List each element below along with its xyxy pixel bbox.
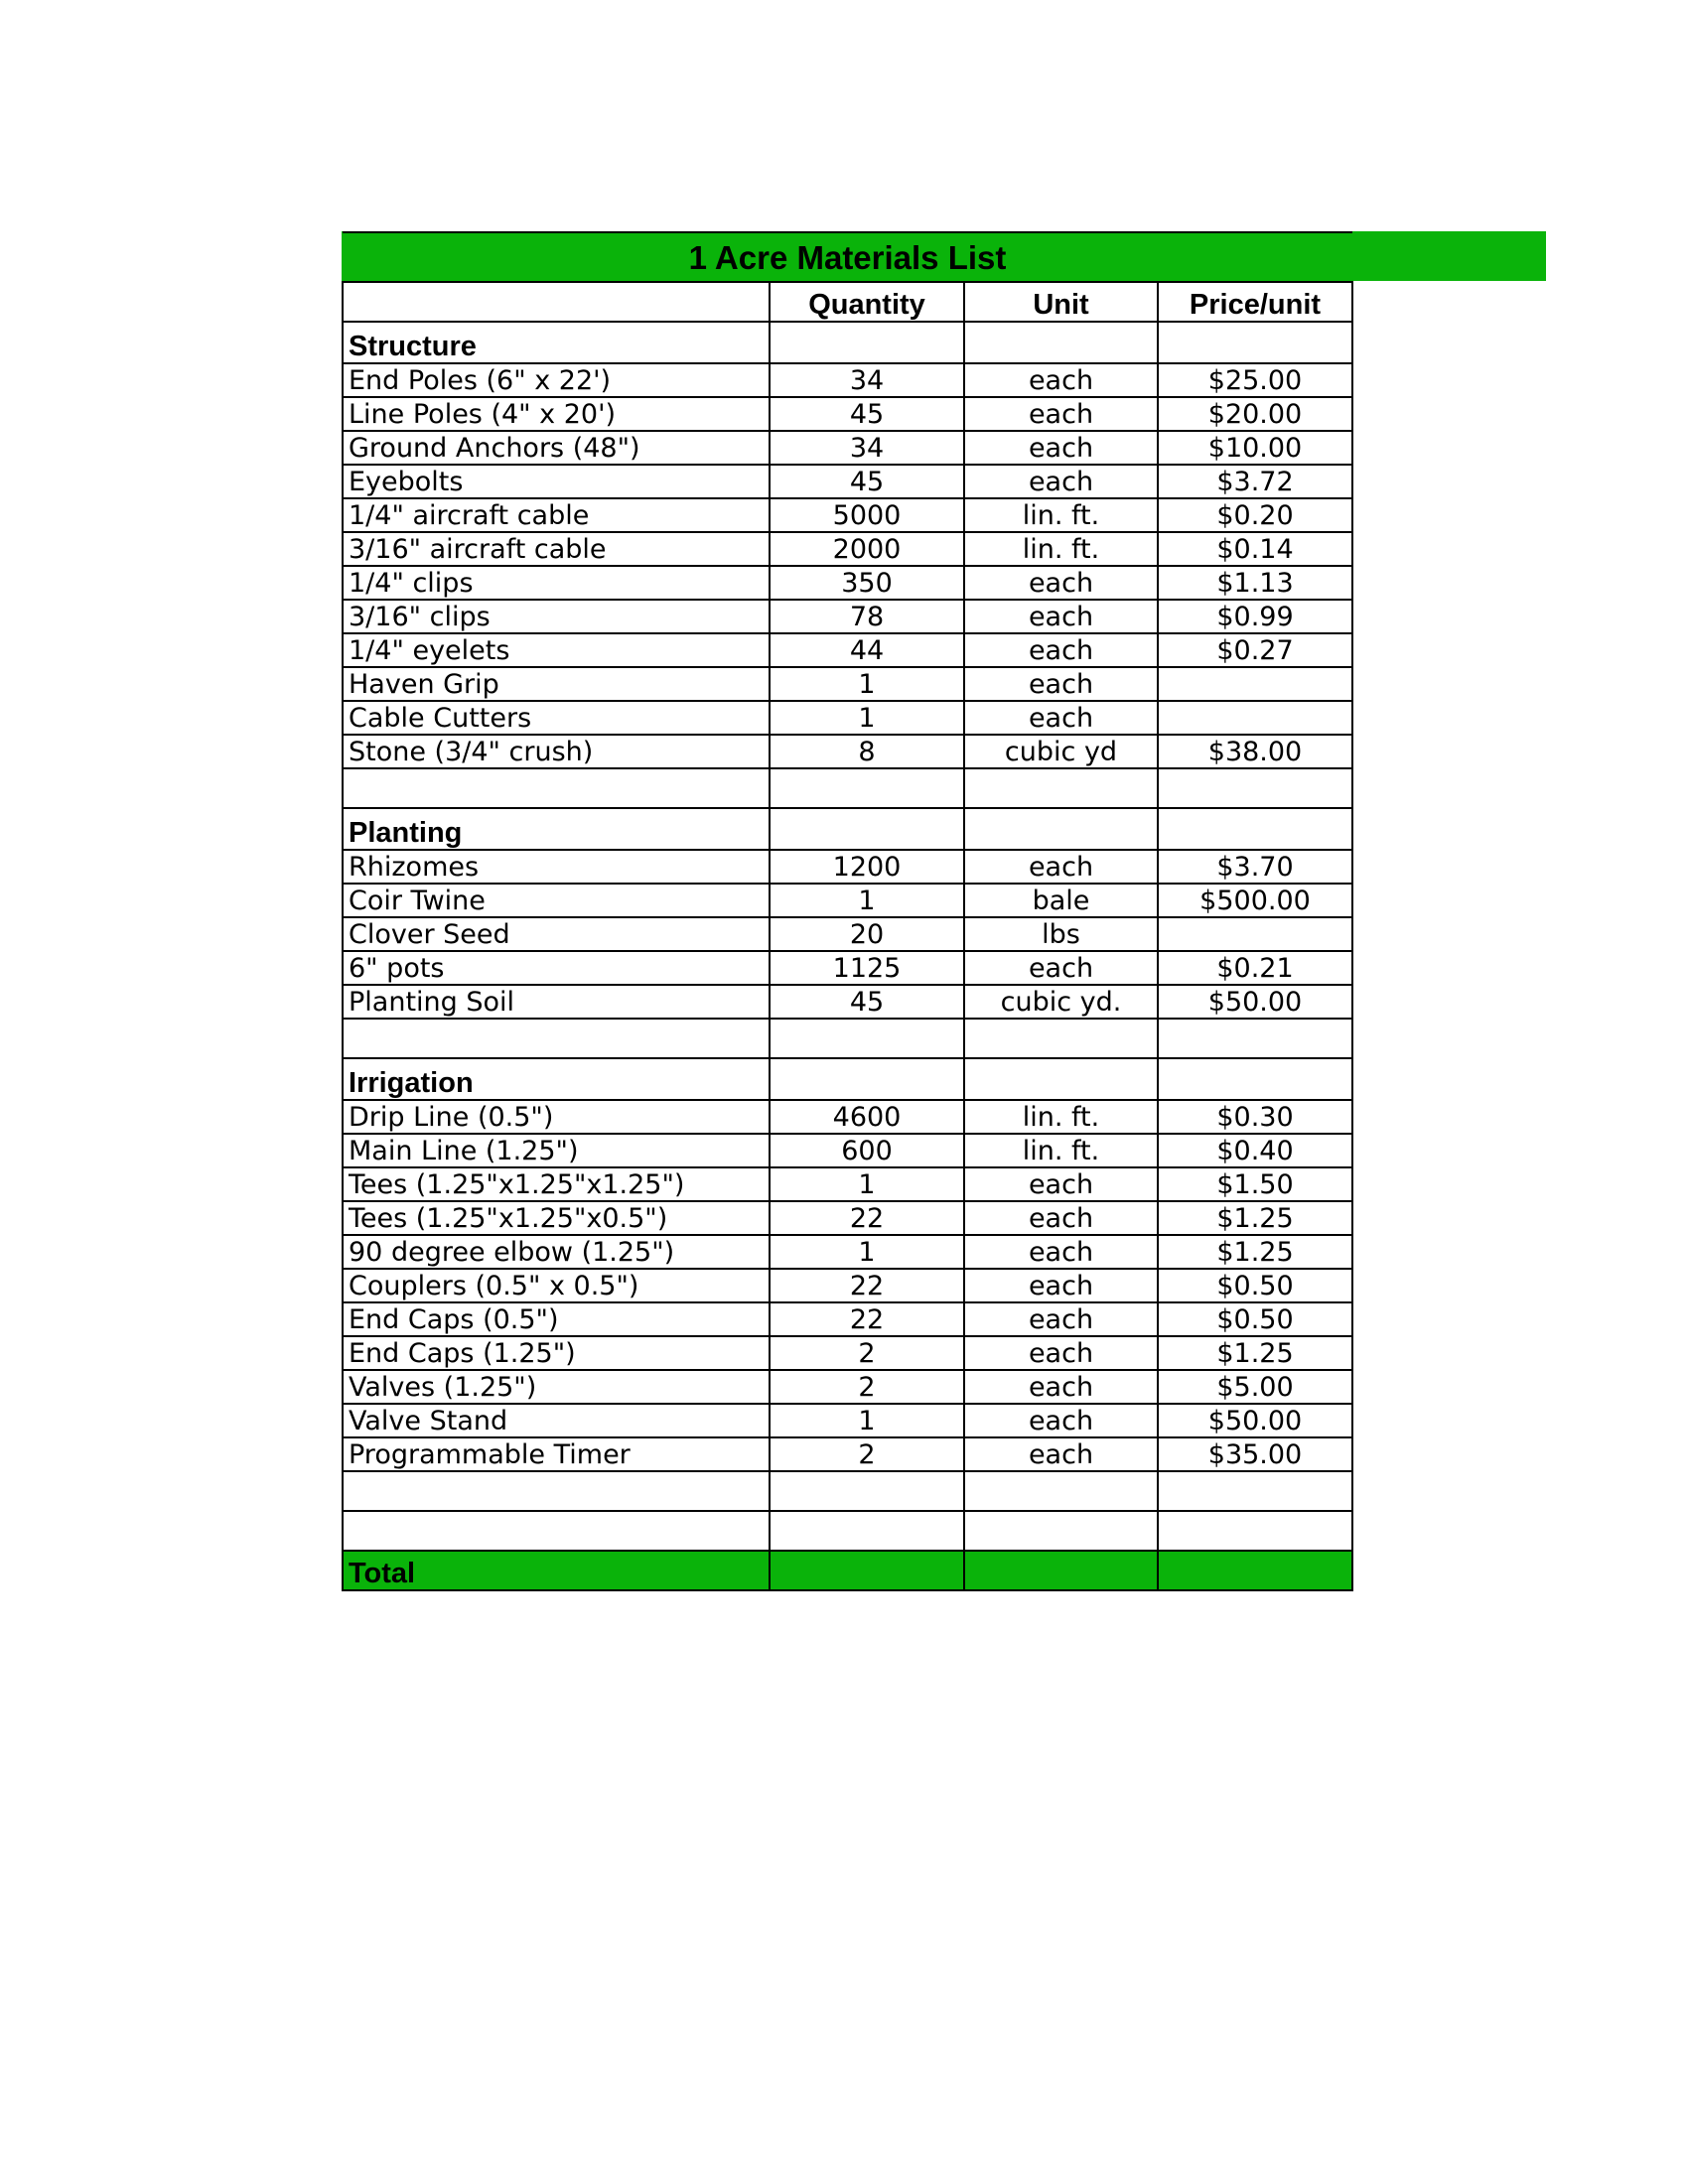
price-cell[interactable]: $3.72 <box>1158 465 1352 498</box>
quantity-cell[interactable]: 1 <box>770 884 964 917</box>
item-name-cell[interactable]: Rhizomes <box>343 850 770 884</box>
section-title[interactable]: Planting <box>343 808 770 850</box>
table-row <box>343 667 1352 701</box>
unit-cell[interactable]: each <box>964 566 1158 600</box>
empty-cell[interactable] <box>964 1471 1158 1511</box>
unit-cell[interactable]: each <box>964 1302 1158 1336</box>
unit-cell[interactable]: each <box>964 397 1158 431</box>
unit-cell[interactable]: cubic yd. <box>964 985 1158 1019</box>
quantity-cell[interactable]: 1 <box>770 1235 964 1269</box>
price-cell[interactable]: $0.50 <box>1158 1302 1352 1336</box>
quantity-cell[interactable]: 600 <box>770 1134 964 1167</box>
table-row <box>343 1100 1352 1134</box>
materials-table <box>342 231 1353 1591</box>
table-row <box>343 431 1352 465</box>
quantity-cell[interactable]: 2 <box>770 1437 964 1471</box>
header-price[interactable]: Price/unit <box>1158 282 1352 322</box>
price-cell[interactable]: $50.00 <box>1158 985 1352 1019</box>
total-empty-cell[interactable] <box>964 1551 1158 1590</box>
item-name-cell[interactable]: Line Poles (4" x 20') <box>343 397 770 431</box>
quantity-cell[interactable]: 45 <box>770 985 964 1019</box>
price-cell[interactable]: $10.00 <box>1158 431 1352 465</box>
empty-cell[interactable] <box>964 1019 1158 1058</box>
quantity-cell[interactable]: 1 <box>770 1404 964 1437</box>
unit-cell[interactable]: each <box>964 667 1158 701</box>
table-row <box>343 600 1352 633</box>
item-name-cell[interactable]: Haven Grip <box>343 667 770 701</box>
quantity-cell[interactable]: 78 <box>770 600 964 633</box>
table-row <box>343 397 1352 431</box>
empty-cell[interactable] <box>770 322 964 363</box>
spacer-row <box>343 1019 1352 1058</box>
sheet-title: 1 Acre Materials List <box>343 232 1352 282</box>
quantity-cell[interactable]: 4600 <box>770 1100 964 1134</box>
quantity-cell[interactable]: 350 <box>770 566 964 600</box>
empty-cell[interactable] <box>1158 1058 1352 1100</box>
empty-cell[interactable] <box>1158 322 1352 363</box>
item-name-cell[interactable]: End Poles (6" x 22') <box>343 363 770 397</box>
quantity-cell[interactable]: 1 <box>770 701 964 735</box>
empty-cell[interactable] <box>964 1058 1158 1100</box>
empty-cell[interactable] <box>343 768 770 808</box>
empty-cell[interactable] <box>343 1471 770 1511</box>
table-row <box>343 633 1352 667</box>
price-cell[interactable]: $0.30 <box>1158 1100 1352 1134</box>
section-title[interactable]: Irrigation <box>343 1058 770 1100</box>
table-row <box>343 498 1352 532</box>
quantity-cell[interactable]: 5000 <box>770 498 964 532</box>
unit-cell[interactable]: each <box>964 850 1158 884</box>
unit-cell[interactable]: lin. ft. <box>964 1100 1158 1134</box>
item-name-cell[interactable]: 1/4" eyelets <box>343 633 770 667</box>
empty-cell[interactable] <box>770 808 964 850</box>
table-row <box>343 1404 1352 1437</box>
table-row <box>343 1134 1352 1167</box>
price-cell[interactable]: $1.25 <box>1158 1201 1352 1235</box>
price-cell[interactable]: $38.00 <box>1158 735 1352 768</box>
quantity-cell[interactable]: 1 <box>770 667 964 701</box>
table-row <box>343 1235 1352 1269</box>
item-name-cell[interactable]: Valves (1.25") <box>343 1370 770 1404</box>
price-cell[interactable]: $0.21 <box>1158 951 1352 985</box>
table-row <box>343 1336 1352 1370</box>
table-row <box>343 917 1352 951</box>
item-name-cell[interactable]: 3/16" clips <box>343 600 770 633</box>
empty-cell[interactable] <box>770 1471 964 1511</box>
empty-cell[interactable] <box>343 1511 770 1551</box>
unit-cell[interactable]: each <box>964 951 1158 985</box>
price-cell[interactable]: $1.13 <box>1158 566 1352 600</box>
item-name-cell[interactable]: 3/16" aircraft cable <box>343 532 770 566</box>
unit-cell[interactable]: each <box>964 1235 1158 1269</box>
item-name-cell[interactable]: Coir Twine <box>343 884 770 917</box>
table-row <box>343 1167 1352 1201</box>
empty-cell[interactable] <box>964 808 1158 850</box>
quantity-cell[interactable]: 22 <box>770 1269 964 1302</box>
empty-cell[interactable] <box>1158 768 1352 808</box>
price-cell[interactable]: $0.20 <box>1158 498 1352 532</box>
title-row <box>343 232 1352 282</box>
price-cell[interactable]: $1.50 <box>1158 1167 1352 1201</box>
item-name-cell[interactable]: Planting Soil <box>343 985 770 1019</box>
quantity-cell[interactable]: 45 <box>770 465 964 498</box>
empty-cell[interactable] <box>770 1019 964 1058</box>
empty-cell[interactable] <box>770 1058 964 1100</box>
header-unit[interactable]: Unit <box>964 282 1158 322</box>
total-empty-cell[interactable] <box>770 1551 964 1590</box>
item-name-cell[interactable]: Eyebolts <box>343 465 770 498</box>
table-row <box>343 1269 1352 1302</box>
unit-cell[interactable]: each <box>964 363 1158 397</box>
table-row <box>343 951 1352 985</box>
table-row <box>343 850 1352 884</box>
price-cell[interactable]: $35.00 <box>1158 1437 1352 1471</box>
item-name-cell[interactable]: Tees (1.25"x1.25"x1.25") <box>343 1167 770 1201</box>
price-cell[interactable]: $20.00 <box>1158 397 1352 431</box>
item-name-cell[interactable]: 90 degree elbow (1.25") <box>343 1235 770 1269</box>
section-title[interactable]: Structure <box>343 322 770 363</box>
table-row <box>343 735 1352 768</box>
item-name-cell[interactable]: 1/4" clips <box>343 566 770 600</box>
quantity-cell[interactable]: 22 <box>770 1201 964 1235</box>
item-name-cell[interactable]: Tees (1.25"x1.25"x0.5") <box>343 1201 770 1235</box>
price-cell[interactable] <box>1158 667 1352 701</box>
price-cell[interactable]: $0.14 <box>1158 532 1352 566</box>
price-cell[interactable]: $1.25 <box>1158 1336 1352 1370</box>
empty-cell[interactable] <box>964 768 1158 808</box>
unit-cell[interactable]: lin. ft. <box>964 532 1158 566</box>
table-row <box>343 1302 1352 1336</box>
section-header-row <box>343 1058 1352 1100</box>
price-cell[interactable] <box>1158 917 1352 951</box>
spacer-row <box>343 768 1352 808</box>
item-name-cell[interactable]: Ground Anchors (48") <box>343 431 770 465</box>
empty-cell[interactable] <box>770 1511 964 1551</box>
quantity-cell[interactable]: 1200 <box>770 850 964 884</box>
empty-cell[interactable] <box>964 1511 1158 1551</box>
price-cell[interactable] <box>1158 701 1352 735</box>
empty-cell[interactable] <box>1158 1511 1352 1551</box>
unit-cell[interactable]: each <box>964 431 1158 465</box>
quantity-cell[interactable]: 44 <box>770 633 964 667</box>
unit-cell[interactable]: each <box>964 701 1158 735</box>
unit-cell[interactable]: lbs <box>964 917 1158 951</box>
table-row <box>343 363 1352 397</box>
unit-cell[interactable]: each <box>964 1336 1158 1370</box>
unit-cell[interactable]: cubic yd <box>964 735 1158 768</box>
item-name-cell[interactable]: End Caps (1.25") <box>343 1336 770 1370</box>
price-cell[interactable]: $0.50 <box>1158 1269 1352 1302</box>
materials-sheet <box>342 231 1351 1591</box>
unit-cell[interactable]: each <box>964 1437 1158 1471</box>
price-cell[interactable]: $5.00 <box>1158 1370 1352 1404</box>
unit-cell[interactable]: bale <box>964 884 1158 917</box>
quantity-cell[interactable]: 8 <box>770 735 964 768</box>
unit-cell[interactable]: each <box>964 600 1158 633</box>
spacer-row <box>343 1471 1352 1511</box>
total-label[interactable]: Total <box>343 1551 770 1590</box>
price-cell[interactable]: $3.70 <box>1158 850 1352 884</box>
total-row <box>343 1551 1352 1590</box>
item-name-cell[interactable]: 6" pots <box>343 951 770 985</box>
table-row <box>343 1437 1352 1471</box>
table-row <box>343 532 1352 566</box>
unit-cell[interactable]: each <box>964 633 1158 667</box>
unit-cell[interactable]: each <box>964 1370 1158 1404</box>
item-name-cell[interactable]: Clover Seed <box>343 917 770 951</box>
item-name-cell[interactable]: Drip Line (0.5") <box>343 1100 770 1134</box>
header-row <box>343 282 1352 322</box>
quantity-cell[interactable]: 1125 <box>770 951 964 985</box>
quantity-cell[interactable]: 1 <box>770 1167 964 1201</box>
table-row <box>343 1370 1352 1404</box>
empty-cell[interactable] <box>343 1019 770 1058</box>
price-cell[interactable]: $0.40 <box>1158 1134 1352 1167</box>
spacer-row <box>343 1511 1352 1551</box>
price-cell[interactable]: $500.00 <box>1158 884 1352 917</box>
empty-cell[interactable] <box>1158 1471 1352 1511</box>
empty-cell[interactable] <box>1158 808 1352 850</box>
unit-cell[interactable]: each <box>964 1201 1158 1235</box>
table-row <box>343 985 1352 1019</box>
item-name-cell[interactable]: Main Line (1.25") <box>343 1134 770 1167</box>
section-header-row <box>343 808 1352 850</box>
quantity-cell[interactable]: 2 <box>770 1370 964 1404</box>
table-row <box>343 566 1352 600</box>
price-cell[interactable]: $50.00 <box>1158 1404 1352 1437</box>
item-name-cell[interactable]: 1/4" aircraft cable <box>343 498 770 532</box>
unit-cell[interactable]: each <box>964 1404 1158 1437</box>
price-cell[interactable]: $25.00 <box>1158 363 1352 397</box>
unit-cell[interactable]: lin. ft. <box>964 498 1158 532</box>
item-name-cell[interactable]: End Caps (0.5") <box>343 1302 770 1336</box>
item-name-cell[interactable]: Valve Stand <box>343 1404 770 1437</box>
unit-cell[interactable]: lin. ft. <box>964 1134 1158 1167</box>
total-empty-cell[interactable] <box>1158 1551 1352 1590</box>
item-name-cell[interactable]: Cable Cutters <box>343 701 770 735</box>
empty-cell[interactable] <box>770 768 964 808</box>
unit-cell[interactable]: each <box>964 1167 1158 1201</box>
item-name-cell[interactable]: Couplers (0.5" x 0.5") <box>343 1269 770 1302</box>
header-quantity[interactable]: Quantity <box>770 282 964 322</box>
header-item-cell[interactable] <box>343 282 770 322</box>
quantity-cell[interactable]: 2000 <box>770 532 964 566</box>
quantity-cell[interactable]: 2 <box>770 1336 964 1370</box>
empty-cell[interactable] <box>964 322 1158 363</box>
quantity-cell[interactable]: 22 <box>770 1302 964 1336</box>
unit-cell[interactable]: each <box>964 465 1158 498</box>
table-row <box>343 884 1352 917</box>
price-cell[interactable]: $0.99 <box>1158 600 1352 633</box>
quantity-cell[interactable]: 34 <box>770 363 964 397</box>
item-name-cell[interactable]: Stone (3/4" crush) <box>343 735 770 768</box>
price-cell[interactable]: $1.25 <box>1158 1235 1352 1269</box>
section-header-row <box>343 322 1352 363</box>
table-row <box>343 1201 1352 1235</box>
quantity-cell[interactable]: 45 <box>770 397 964 431</box>
table-row <box>343 465 1352 498</box>
item-name-cell[interactable]: Programmable Timer <box>343 1437 770 1471</box>
empty-cell[interactable] <box>1158 1019 1352 1058</box>
price-cell[interactable]: $0.27 <box>1158 633 1352 667</box>
quantity-cell[interactable]: 34 <box>770 431 964 465</box>
table-row <box>343 701 1352 735</box>
quantity-cell[interactable]: 20 <box>770 917 964 951</box>
unit-cell[interactable]: each <box>964 1269 1158 1302</box>
